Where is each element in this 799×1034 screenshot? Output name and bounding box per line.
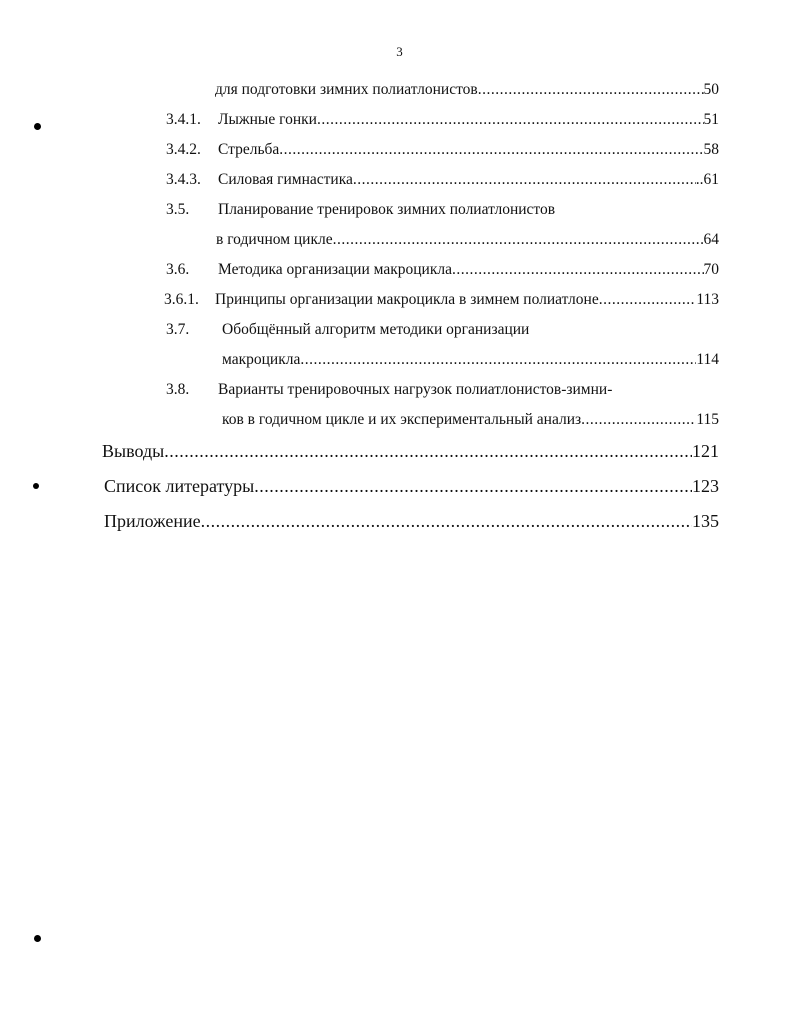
toc-entry-title: Список литературы — [104, 476, 255, 496]
toc-entry-title: Выводы — [102, 441, 165, 461]
toc-entry-page: 123 — [692, 476, 719, 496]
toc-entry — [216, 230, 719, 250]
toc-entry — [166, 200, 719, 220]
toc-entry-title: Принципы организации макроцикла в зимнем полиатлоне — [215, 291, 599, 308]
toc-entry — [166, 260, 719, 280]
toc-entry — [215, 80, 719, 100]
toc-entry-title: Методика организации макроцикла — [218, 261, 452, 278]
toc-entry-number: 3.6.1. — [164, 291, 199, 308]
toc-entry — [102, 440, 719, 462]
toc-entry — [166, 170, 719, 190]
binding-hole-mark — [34, 123, 41, 130]
toc-entry-title: Обобщённый алгоритм методики организации — [222, 321, 530, 338]
toc-leader-dots — [201, 510, 692, 532]
toc-entry-title: Силовая гимнастика — [218, 171, 353, 188]
toc-leader-dots — [317, 110, 704, 130]
toc-entry-title: Планирование тренировок зимних полиатлонистов — [218, 201, 556, 218]
toc-entry-title: макроцикла — [222, 351, 301, 368]
toc-entry-page: 70 — [703, 261, 719, 278]
toc-leader-dots — [333, 230, 704, 250]
page-number: 3 — [396, 44, 403, 59]
toc-entry-number: 3.8. — [166, 381, 190, 398]
toc-leader-dots — [279, 140, 703, 160]
toc-leader-dots — [478, 80, 704, 100]
toc-entry — [104, 475, 719, 497]
toc-leader-dots — [452, 260, 704, 280]
toc-entry-title: Приложение — [104, 511, 201, 531]
toc-entry-number: 3.4.2. — [166, 141, 201, 158]
toc-leader-dots — [164, 440, 692, 462]
toc-entry — [104, 510, 719, 532]
toc-entry — [166, 320, 719, 340]
toc-leader-dots — [353, 170, 696, 190]
toc-entry-number: 3.6. — [166, 261, 190, 278]
toc-entry-number: 3.4.3. — [166, 171, 201, 188]
toc-entry-title: в годичном цикле — [216, 231, 333, 248]
toc-entry-title: для подготовки зимних полиатлонистов — [215, 81, 478, 98]
toc-entry-page: 114 — [696, 351, 719, 368]
toc-entry — [222, 410, 719, 430]
toc-entry-page: 135 — [692, 511, 719, 531]
toc-entry — [222, 350, 719, 370]
toc-entry-title: ков в годичном цикле и их экспериментальный анализ — [222, 411, 582, 428]
toc-leader-dots — [300, 350, 696, 370]
toc-entry-page: 113 — [696, 291, 719, 308]
toc-entry-number: 3.4.1. — [166, 111, 201, 128]
toc-entry-page: 121 — [692, 441, 719, 461]
toc-entry-page: 64 — [703, 231, 719, 248]
toc-entry-page: 50 — [703, 81, 719, 98]
toc-entry — [164, 290, 719, 310]
toc-entry-page: 115 — [696, 411, 719, 428]
binding-hole-mark — [34, 935, 41, 942]
toc-entry — [166, 140, 719, 160]
toc-entry — [166, 110, 719, 130]
toc-entry-page: ..61 — [695, 171, 719, 188]
toc-leader-dots — [581, 410, 696, 430]
binding-hole-mark — [33, 483, 39, 489]
toc-entry-page: 58 — [703, 141, 719, 158]
toc-entry-number: 3.5. — [166, 201, 190, 218]
toc-leader-dots — [254, 475, 692, 497]
toc-entry-page: 51 — [703, 111, 719, 128]
toc-entry-title: Стрельба — [218, 141, 280, 158]
toc-entry-title: Варианты тренировочных нагрузок полиатлонистов-зимни- — [218, 381, 613, 398]
toc-leader-dots — [599, 290, 697, 310]
toc-entry — [166, 380, 719, 400]
toc-entry-title: Лыжные гонки — [218, 111, 317, 128]
toc-entry-number: 3.7. — [166, 321, 190, 338]
